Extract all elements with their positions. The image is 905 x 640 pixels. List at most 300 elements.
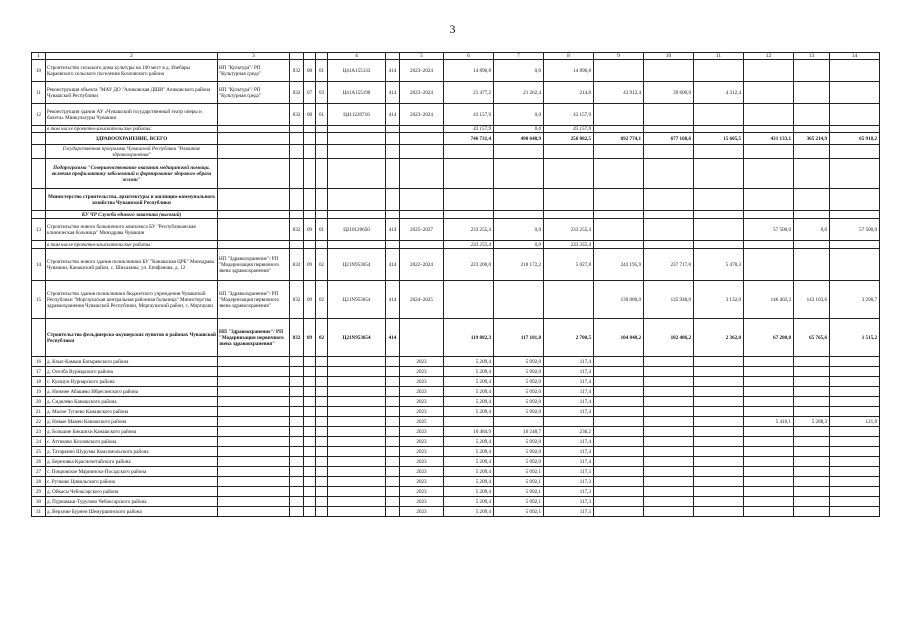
value-cell bbox=[694, 241, 744, 249]
value-cell bbox=[830, 249, 880, 281]
value-cell bbox=[694, 387, 744, 397]
value-cell: 135 948,0 bbox=[644, 281, 694, 319]
code-cell: Ц41А155133 bbox=[328, 60, 386, 82]
table-cell bbox=[304, 159, 316, 189]
code-cell bbox=[316, 427, 328, 437]
years-cell: 2023–2024 bbox=[400, 60, 444, 82]
code-cell bbox=[328, 407, 386, 417]
value-cell bbox=[594, 507, 644, 517]
table-cell bbox=[400, 189, 444, 211]
value-cell bbox=[744, 357, 794, 367]
row-number-cell: 21 bbox=[32, 407, 46, 417]
code-cell bbox=[290, 377, 304, 387]
value-cell bbox=[694, 417, 744, 427]
column-number-row bbox=[32, 53, 880, 60]
table-row bbox=[32, 477, 880, 487]
table-body bbox=[32, 53, 880, 517]
code-cell bbox=[328, 397, 386, 407]
value-cell bbox=[830, 457, 880, 467]
row-name-cell: д. Малое Тугаево Канашского района bbox=[46, 407, 218, 417]
value-cell bbox=[594, 60, 644, 82]
row-number-cell: 10 bbox=[32, 60, 46, 82]
value-cell bbox=[830, 357, 880, 367]
value-cell: 15 605,5 bbox=[694, 133, 744, 145]
value-cell bbox=[544, 417, 594, 427]
code-cell: Ц21N953654 bbox=[328, 319, 386, 357]
value-cell: 490 648,9 bbox=[494, 133, 544, 145]
table-cell bbox=[794, 189, 830, 211]
years-cell: 2023 bbox=[400, 427, 444, 437]
program-cell bbox=[218, 497, 290, 507]
years-cell: 2025 bbox=[400, 417, 444, 427]
table-row bbox=[32, 447, 880, 457]
row-name-cell: Строительство нового больничного комплекса БУ "Республиканская клиническая больница" Минздрава Чувашии bbox=[46, 219, 218, 241]
value-cell: 43 157,9 bbox=[544, 126, 594, 133]
code-cell bbox=[386, 427, 400, 437]
code-cell: 09 bbox=[304, 249, 316, 281]
years-cell: 2023 bbox=[400, 377, 444, 387]
code-cell bbox=[290, 457, 304, 467]
table-cell bbox=[328, 189, 386, 211]
code-cell bbox=[316, 477, 328, 487]
value-cell bbox=[644, 219, 694, 241]
code-cell: 01 bbox=[316, 104, 328, 126]
table-cell bbox=[290, 189, 304, 211]
value-cell: 117 181,8 bbox=[494, 319, 544, 357]
row-name-cell: д. Верхние Бурнеи Шемуршинского района bbox=[46, 507, 218, 517]
program-cell bbox=[218, 447, 290, 457]
value-cell: 43 912,4 bbox=[594, 82, 644, 104]
table-cell bbox=[744, 159, 794, 189]
value-cell bbox=[830, 60, 880, 82]
code-cell bbox=[316, 507, 328, 517]
code-cell bbox=[290, 447, 304, 457]
table-cell bbox=[494, 211, 544, 219]
page-number: 3 bbox=[449, 22, 456, 36]
table-cell bbox=[290, 211, 304, 219]
row-number-cell bbox=[32, 211, 46, 219]
table-row bbox=[32, 133, 880, 145]
code-cell bbox=[304, 497, 316, 507]
code-cell bbox=[290, 417, 304, 427]
row-number-cell bbox=[32, 159, 46, 189]
value-cell bbox=[744, 427, 794, 437]
code-cell: 01 bbox=[316, 219, 328, 241]
value-cell bbox=[830, 507, 880, 517]
value-cell bbox=[830, 397, 880, 407]
value-cell bbox=[794, 467, 830, 477]
table-cell bbox=[218, 126, 290, 133]
row-name-cell: Строительство здания поликлиники бюджетного учреждения Чувашской Республики "Моргаушская центральная районная больница" Министерства здравоохранения Чувашской Республики, Моргаушский район, с. Моргауши bbox=[46, 281, 218, 319]
code-cell bbox=[290, 497, 304, 507]
years-cell: 2023 bbox=[400, 457, 444, 467]
code-cell: 832 bbox=[290, 104, 304, 126]
table-row bbox=[32, 457, 880, 467]
column-number-cell: 6 bbox=[444, 53, 494, 60]
value-cell bbox=[594, 427, 644, 437]
code-cell bbox=[316, 367, 328, 377]
row-number-cell: 27 bbox=[32, 467, 46, 477]
value-cell bbox=[830, 467, 880, 477]
table-cell bbox=[316, 145, 328, 159]
value-cell: 365 214,9 bbox=[794, 133, 830, 145]
code-cell bbox=[304, 377, 316, 387]
years-cell: 2024–2025 bbox=[400, 281, 444, 319]
value-cell: 43 157,9 bbox=[444, 126, 494, 133]
column-number-cell: 7 bbox=[494, 53, 544, 60]
code-cell bbox=[304, 367, 316, 377]
value-cell bbox=[644, 497, 694, 507]
value-cell bbox=[794, 487, 830, 497]
value-cell: 43 157,9 bbox=[444, 104, 494, 126]
row-name-cell: Строительство фельдшерско-акушерских пунктов в районах Чувашской Республики bbox=[46, 319, 218, 357]
column-number-cell: 5 bbox=[400, 53, 444, 60]
value-cell bbox=[744, 487, 794, 497]
row-name-cell: д. Нижнее Абашево Ибресинского района bbox=[46, 387, 218, 397]
table-cell bbox=[644, 159, 694, 189]
value-cell: 5 209,4 bbox=[444, 477, 494, 487]
value-cell: 2 362,0 bbox=[694, 319, 744, 357]
value-cell bbox=[744, 82, 794, 104]
value-cell bbox=[830, 427, 880, 437]
value-cell: 117,4 bbox=[544, 367, 594, 377]
years-cell: 2023 bbox=[400, 367, 444, 377]
value-cell bbox=[644, 241, 694, 249]
code-cell bbox=[328, 417, 386, 427]
program-cell bbox=[218, 507, 290, 517]
code-cell bbox=[316, 377, 328, 387]
code-cell bbox=[386, 407, 400, 417]
value-cell: 0,0 bbox=[794, 219, 830, 241]
table-cell bbox=[744, 145, 794, 159]
value-cell bbox=[744, 447, 794, 457]
value-cell: 243 195,9 bbox=[594, 249, 644, 281]
value-cell bbox=[694, 377, 744, 387]
value-cell: 0,0 bbox=[494, 60, 544, 82]
row-name-cell: д. Ойкасы Чебоксарского района bbox=[46, 487, 218, 497]
value-cell: 119 882,3 bbox=[444, 319, 494, 357]
table-cell bbox=[400, 145, 444, 159]
value-cell bbox=[494, 417, 544, 427]
code-cell bbox=[304, 417, 316, 427]
code-cell bbox=[316, 487, 328, 497]
value-cell: 57 500,0 bbox=[830, 219, 880, 241]
row-number-cell: 11 bbox=[32, 82, 46, 104]
years-cell: 2023 bbox=[400, 357, 444, 367]
table-cell bbox=[444, 145, 494, 159]
program-cell bbox=[218, 367, 290, 377]
code-cell: 832 bbox=[290, 249, 304, 281]
row-number-cell: 13 bbox=[32, 219, 46, 241]
row-number-cell: 26 bbox=[32, 457, 46, 467]
table-row bbox=[32, 357, 880, 367]
table-cell bbox=[444, 159, 494, 189]
program-cell: НП "Культура"/ РП "Культурная среда" bbox=[218, 60, 290, 82]
program-cell: НП "Здравоохранение"/ РП "Модернизация первичного звена здравоохранения" bbox=[218, 281, 290, 319]
value-cell bbox=[794, 457, 830, 467]
row-name-cell: Строительство сельского дома культуры на 100 мест в д. Изебары Караевского сельского поселения Козловского района bbox=[46, 60, 218, 82]
table-cell bbox=[594, 159, 644, 189]
table-row bbox=[32, 437, 880, 447]
code-cell bbox=[304, 397, 316, 407]
section-heading-cell: Государственная программа Чувашской Республики "Развитие здравоохранения" bbox=[46, 145, 218, 159]
value-cell bbox=[644, 457, 694, 467]
value-cell: 0,0 bbox=[494, 241, 544, 249]
table-cell bbox=[316, 241, 328, 249]
table-cell bbox=[290, 133, 304, 145]
table-row bbox=[32, 467, 880, 477]
code-cell: 832 bbox=[290, 82, 304, 104]
value-cell bbox=[694, 507, 744, 517]
column-number-cell: 12 bbox=[744, 53, 794, 60]
table-cell bbox=[218, 159, 290, 189]
column-number-cell: 1 bbox=[32, 53, 46, 60]
code-cell bbox=[290, 487, 304, 497]
code-cell bbox=[316, 417, 328, 427]
code-cell bbox=[304, 437, 316, 447]
table-cell bbox=[328, 145, 386, 159]
value-cell bbox=[594, 104, 644, 126]
table-cell bbox=[744, 211, 794, 219]
row-number-cell: 18 bbox=[32, 377, 46, 387]
row-name-cell: в том числе проектно-изыскательские работы: bbox=[46, 241, 218, 249]
table-cell bbox=[386, 145, 400, 159]
value-cell: 5 209,4 bbox=[444, 397, 494, 407]
value-cell bbox=[830, 82, 880, 104]
row-number-cell: 14 bbox=[32, 249, 46, 281]
row-number-cell: 12 bbox=[32, 104, 46, 126]
code-cell: Ц210120650 bbox=[328, 219, 386, 241]
table-cell bbox=[694, 189, 744, 211]
code-cell: 414 bbox=[386, 60, 400, 82]
years-cell: 2023–2024 bbox=[400, 82, 444, 104]
value-cell: 5 092,0 bbox=[494, 457, 544, 467]
code-cell bbox=[386, 417, 400, 427]
table-cell bbox=[794, 159, 830, 189]
code-cell bbox=[328, 447, 386, 457]
value-cell bbox=[744, 457, 794, 467]
code-cell: Ц411220710 bbox=[328, 104, 386, 126]
column-number-cell: 13 bbox=[794, 53, 830, 60]
value-cell bbox=[594, 477, 644, 487]
row-name-cell: д. Кзыл-Камыш Батыревского района bbox=[46, 357, 218, 367]
code-cell bbox=[304, 427, 316, 437]
table-cell bbox=[794, 211, 830, 219]
row-name-cell: Строительство нового здания поликлиники БУ "Канашская ЦРБ" Минздрава Чувашии, Канашский район, с. Шихазаны, ул. Епифанова, д. 12 bbox=[46, 249, 218, 281]
program-cell bbox=[218, 467, 290, 477]
table-cell bbox=[218, 211, 290, 219]
value-cell bbox=[644, 477, 694, 487]
table-cell bbox=[644, 189, 694, 211]
value-cell: 65 765,6 bbox=[794, 319, 830, 357]
row-number-cell: 28 bbox=[32, 477, 46, 487]
value-cell bbox=[794, 447, 830, 457]
table-row bbox=[32, 427, 880, 437]
row-name-cell: д. Татаркино Шурумы Комсомольского района bbox=[46, 447, 218, 457]
value-cell bbox=[644, 60, 694, 82]
program-cell bbox=[218, 397, 290, 407]
value-cell bbox=[794, 104, 830, 126]
value-cell: 5 092,1 bbox=[494, 467, 544, 477]
program-cell bbox=[218, 219, 290, 241]
value-cell bbox=[744, 497, 794, 507]
value-cell: 117,4 bbox=[544, 387, 594, 397]
value-cell: 0,0 bbox=[494, 126, 544, 133]
value-cell: 65 918,2 bbox=[830, 133, 880, 145]
code-cell bbox=[386, 497, 400, 507]
code-cell bbox=[290, 437, 304, 447]
value-cell: 5 209,4 bbox=[444, 407, 494, 417]
code-cell bbox=[328, 487, 386, 497]
column-number-cell: 11 bbox=[694, 53, 744, 60]
value-cell bbox=[794, 427, 830, 437]
years-cell: 2023 bbox=[400, 387, 444, 397]
value-cell bbox=[744, 397, 794, 407]
table-cell bbox=[594, 211, 644, 219]
value-cell: 21 262,4 bbox=[494, 82, 544, 104]
program-cell bbox=[218, 417, 290, 427]
value-cell bbox=[644, 104, 694, 126]
code-cell bbox=[386, 387, 400, 397]
code-cell bbox=[328, 437, 386, 447]
value-cell: 14 896,8 bbox=[444, 60, 494, 82]
program-cell bbox=[218, 477, 290, 487]
value-cell bbox=[644, 427, 694, 437]
program-cell: НП "Здравоохранение"/ РП "Модернизация первичного звена здравоохранения" bbox=[218, 319, 290, 357]
value-cell: 5 092,1 bbox=[494, 507, 544, 517]
value-cell bbox=[594, 417, 644, 427]
code-cell bbox=[386, 487, 400, 497]
years-cell: 2023 bbox=[400, 447, 444, 457]
table-cell bbox=[316, 211, 328, 219]
value-cell bbox=[694, 357, 744, 367]
table-row bbox=[32, 126, 880, 133]
row-name-cell: Реконструкция здания АУ «Чувашский государственный театр оперы и балета» Минкультуры Чувашии bbox=[46, 104, 218, 126]
value-cell: 117,4 bbox=[544, 357, 594, 367]
column-number-cell bbox=[290, 53, 304, 60]
years-cell: 2023 bbox=[400, 437, 444, 447]
table-cell bbox=[290, 126, 304, 133]
code-cell: 414 bbox=[386, 319, 400, 357]
table-cell bbox=[400, 133, 444, 145]
value-cell bbox=[594, 397, 644, 407]
code-cell bbox=[304, 477, 316, 487]
value-cell: 117,4 bbox=[544, 447, 594, 457]
code-cell bbox=[328, 367, 386, 377]
table-cell bbox=[694, 145, 744, 159]
value-cell bbox=[794, 377, 830, 387]
row-number-cell: 25 bbox=[32, 447, 46, 457]
value-cell bbox=[794, 249, 830, 281]
value-cell bbox=[794, 357, 830, 367]
value-cell: 67 280,8 bbox=[744, 319, 794, 357]
value-cell bbox=[694, 467, 744, 477]
code-cell bbox=[304, 507, 316, 517]
value-cell bbox=[794, 407, 830, 417]
column-number-cell bbox=[386, 53, 400, 60]
value-cell: 0,0 bbox=[494, 104, 544, 126]
table-row bbox=[32, 367, 880, 377]
code-cell: 832 bbox=[290, 60, 304, 82]
table-row bbox=[32, 82, 880, 104]
table-cell bbox=[386, 126, 400, 133]
table-cell bbox=[386, 159, 400, 189]
code-cell: 414 bbox=[386, 82, 400, 104]
value-cell: 5 027,8 bbox=[544, 249, 594, 281]
table-cell bbox=[830, 159, 880, 189]
row-number-cell: 16 bbox=[32, 357, 46, 367]
table-cell bbox=[316, 159, 328, 189]
value-cell: 117,3 bbox=[544, 467, 594, 477]
program-cell bbox=[218, 457, 290, 467]
value-cell: 117,4 bbox=[544, 407, 594, 417]
table-cell bbox=[544, 189, 594, 211]
value-cell: 233 255,4 bbox=[444, 241, 494, 249]
code-cell: 832 bbox=[290, 319, 304, 357]
row-name-cell: д. Сиделево Канашского района bbox=[46, 397, 218, 407]
value-cell bbox=[594, 497, 644, 507]
value-cell: 5 209,4 bbox=[444, 497, 494, 507]
value-cell bbox=[694, 60, 744, 82]
table-cell bbox=[386, 189, 400, 211]
value-cell: 237 717,6 bbox=[644, 249, 694, 281]
table-cell bbox=[400, 241, 444, 249]
value-cell bbox=[594, 447, 644, 457]
value-cell: 3 298,7 bbox=[830, 281, 880, 319]
value-cell bbox=[644, 417, 694, 427]
code-cell bbox=[328, 357, 386, 367]
value-cell: 5 092,0 bbox=[494, 367, 544, 377]
value-cell bbox=[644, 467, 694, 477]
section-heading-cell: Подпрограмма "Совершенствование оказания медицинской помощи, включая профилактику заболеваний и формирование здорового образа жизни" bbox=[46, 159, 218, 189]
years-cell: 2023 bbox=[400, 407, 444, 417]
table-cell bbox=[830, 189, 880, 211]
code-cell bbox=[386, 377, 400, 387]
table-cell bbox=[644, 211, 694, 219]
years-cell: 2022–2024 bbox=[400, 249, 444, 281]
value-cell: 218 172,2 bbox=[494, 249, 544, 281]
value-cell: 5 092,0 bbox=[494, 357, 544, 367]
table-cell bbox=[594, 189, 644, 211]
value-cell bbox=[830, 497, 880, 507]
table-cell bbox=[544, 145, 594, 159]
row-number-cell: 19 bbox=[32, 387, 46, 397]
value-cell: 117,3 bbox=[544, 507, 594, 517]
value-cell bbox=[744, 241, 794, 249]
table-row bbox=[32, 417, 880, 427]
table-cell bbox=[328, 126, 386, 133]
value-cell: 117,4 bbox=[544, 377, 594, 387]
table-row bbox=[32, 189, 880, 211]
table-row bbox=[32, 407, 880, 417]
code-cell bbox=[386, 507, 400, 517]
table-cell bbox=[386, 133, 400, 145]
years-cell: 2023 bbox=[400, 497, 444, 507]
years-cell: 2023 bbox=[400, 397, 444, 407]
value-cell bbox=[694, 447, 744, 457]
code-cell: 02 bbox=[316, 319, 328, 357]
value-cell bbox=[644, 407, 694, 417]
value-cell: 5 092,0 bbox=[494, 447, 544, 457]
program-cell bbox=[218, 357, 290, 367]
code-cell bbox=[290, 477, 304, 487]
value-cell: 233 255,4 bbox=[544, 241, 594, 249]
value-cell: 5 209,4 bbox=[444, 357, 494, 367]
table-cell bbox=[328, 211, 386, 219]
years-cell: 2023 bbox=[400, 507, 444, 517]
code-cell bbox=[316, 397, 328, 407]
value-cell bbox=[794, 437, 830, 447]
